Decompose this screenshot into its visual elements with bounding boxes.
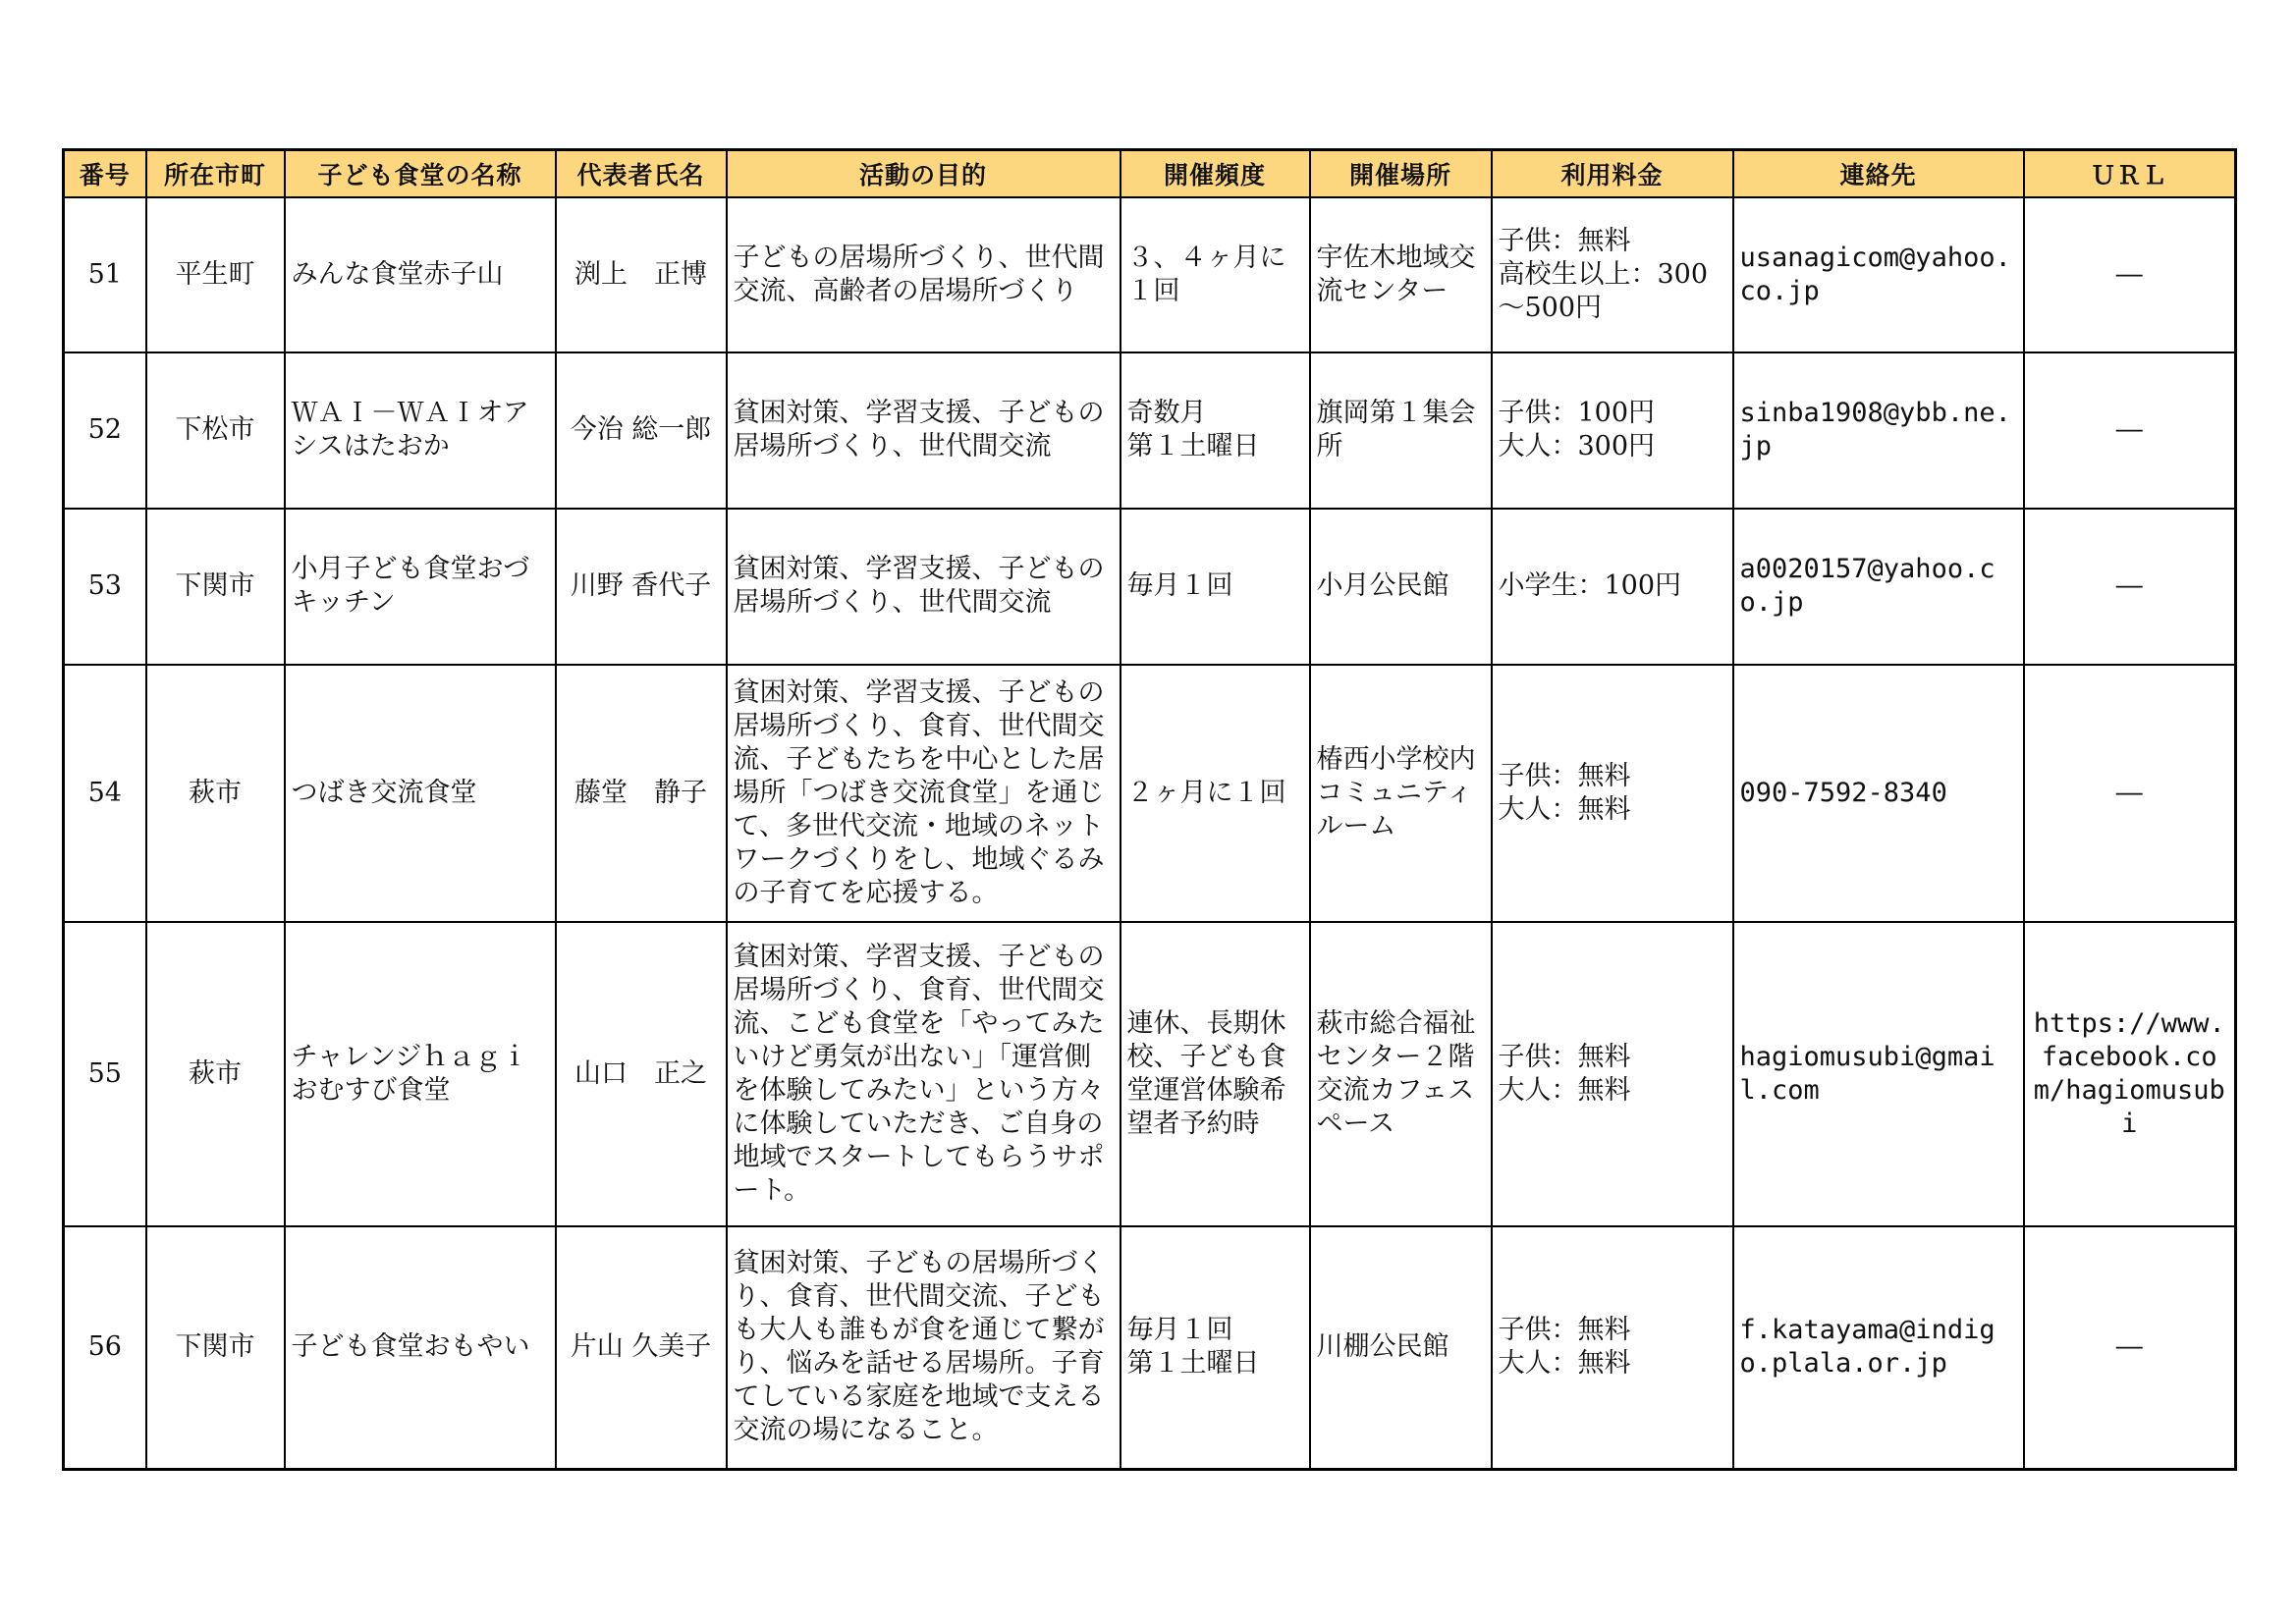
table-row (64, 197, 2236, 352)
cell-url[interactable]: https://www.facebook.com/hagiomusubi (2024, 922, 2236, 1226)
cell-purpose: 貧困対策、子どもの居場所づくり、食育、世代間交流、子どもも大人も誰もが食を通じて繋がり、悩みを話せる居場所。子育てしている家庭を地域で支える交流の場になること。 (727, 1226, 1121, 1470)
header-number: 番号 (64, 150, 146, 197)
header-place: 開催場所 (1310, 150, 1492, 197)
cell-url: ― (2024, 1226, 2236, 1470)
cell-frequency: 連休、長期休校、子ども食堂運営体験希望者予約時 (1121, 922, 1310, 1226)
cell-representative: 今治 総一郎 (556, 352, 727, 509)
cell-name: ＷＡＩ－ＷＡＩオアシスはたおか (285, 352, 556, 509)
cell-frequency: 毎月１回 第１土曜日 (1121, 1226, 1310, 1470)
cell-number: 53 (64, 509, 146, 665)
cell-url: ― (2024, 352, 2236, 509)
cell-representative: 山口 正之 (556, 922, 727, 1226)
cell-number: 55 (64, 922, 146, 1226)
cell-name: チャレンジｈａｇｉおむすび食堂 (285, 922, 556, 1226)
cell-name: 子ども食堂おもやい (285, 1226, 556, 1470)
header-frequency: 開催頻度 (1121, 150, 1310, 197)
cell-purpose: 貧困対策、学習支援、子どもの居場所づくり、世代間交流 (727, 352, 1121, 509)
cell-url: ― (2024, 665, 2236, 922)
cell-name: 小月子ども食堂おづキッチン (285, 509, 556, 665)
cell-contact[interactable]: a0020157@yahoo.co.jp (1733, 509, 2024, 665)
cell-fee: 小学生：100円 (1492, 509, 1733, 665)
table-row (64, 509, 2236, 665)
cell-place: 川棚公民館 (1310, 1226, 1492, 1470)
cell-city: 萩市 (146, 922, 285, 1226)
header-representative: 代表者氏名 (556, 150, 727, 197)
cell-url: ― (2024, 197, 2236, 352)
cell-fee: 子供：無料 高校生以上：300～500円 (1492, 197, 1733, 352)
header-url: ＵＲＬ (2024, 150, 2236, 197)
cell-city: 平生町 (146, 197, 285, 352)
cell-contact[interactable]: usanagicom@yahoo.co.jp (1733, 197, 2024, 352)
cell-frequency: ３、４ヶ月に１回 (1121, 197, 1310, 352)
cell-purpose: 貧困対策、学習支援、子どもの居場所づくり、食育、世代間交流、子どもたちを中心とした居場所「つばき交流食堂」を通じて、多世代交流・地域のネットワークづくりをし、地域ぐるみの子育てを応援する。 (727, 665, 1121, 922)
header-fee: 利用料金 (1492, 150, 1733, 197)
cell-number: 52 (64, 352, 146, 509)
table-row (64, 352, 2236, 509)
cell-fee: 子供：無料 大人：無料 (1492, 665, 1733, 922)
cell-city: 下松市 (146, 352, 285, 509)
cell-representative: 渕上 正博 (556, 197, 727, 352)
cell-frequency: ２ヶ月に１回 (1121, 665, 1310, 922)
header-row (64, 150, 2236, 197)
cell-representative: 片山 久美子 (556, 1226, 727, 1470)
cell-number: 51 (64, 197, 146, 352)
cell-contact[interactable]: sinba1908@ybb.ne.jp (1733, 352, 2024, 509)
cell-city: 下関市 (146, 509, 285, 665)
cell-fee: 子供：100円 大人：300円 (1492, 352, 1733, 509)
table-row (64, 665, 2236, 922)
cell-place: 萩市総合福祉センター２階交流カフェスペース (1310, 922, 1492, 1226)
cell-representative: 藤堂 静子 (556, 665, 727, 922)
cell-city: 萩市 (146, 665, 285, 922)
header-city: 所在市町 (146, 150, 285, 197)
cell-number: 54 (64, 665, 146, 922)
cell-name: みんな食堂赤子山 (285, 197, 556, 352)
cell-purpose: 子どもの居場所づくり、世代間交流、高齢者の居場所づくり (727, 197, 1121, 352)
cell-fee: 子供：無料 大人：無料 (1492, 922, 1733, 1226)
table-row (64, 922, 2236, 1226)
cell-number: 56 (64, 1226, 146, 1470)
cell-representative: 川野 香代子 (556, 509, 727, 665)
cell-place: 椿西小学校内コミュニティルーム (1310, 665, 1492, 922)
header-contact: 連絡先 (1733, 150, 2024, 197)
cell-purpose: 貧困対策、学習支援、子どもの居場所づくり、食育、世代間交流、こども食堂を「やってみたいけど勇気が出ない」「運営側を体験してみたい」という方々に体験していただき、ご自身の地域でスタートしてもらうサポート。 (727, 922, 1121, 1226)
header-name: 子ども食堂の名称 (285, 150, 556, 197)
cell-contact[interactable]: hagiomusubi@gmail.com (1733, 922, 2024, 1226)
cell-contact[interactable]: 090-7592-8340 (1733, 665, 2024, 922)
cell-frequency: 奇数月 第１土曜日 (1121, 352, 1310, 509)
food-bank-table (62, 148, 2237, 1471)
cell-purpose: 貧困対策、学習支援、子どもの居場所づくり、世代間交流 (727, 509, 1121, 665)
cell-frequency: 毎月１回 (1121, 509, 1310, 665)
cell-url: ― (2024, 509, 2236, 665)
cell-place: 旗岡第１集会所 (1310, 352, 1492, 509)
cell-place: 小月公民館 (1310, 509, 1492, 665)
cell-fee: 子供：無料 大人：無料 (1492, 1226, 1733, 1470)
table-row (64, 1226, 2236, 1470)
cell-name: つばき交流食堂 (285, 665, 556, 922)
cell-city: 下関市 (146, 1226, 285, 1470)
cell-contact[interactable]: f.katayama@indigo.plala.or.jp (1733, 1226, 2024, 1470)
header-purpose: 活動の目的 (727, 150, 1121, 197)
cell-place: 宇佐木地域交流センター (1310, 197, 1492, 352)
